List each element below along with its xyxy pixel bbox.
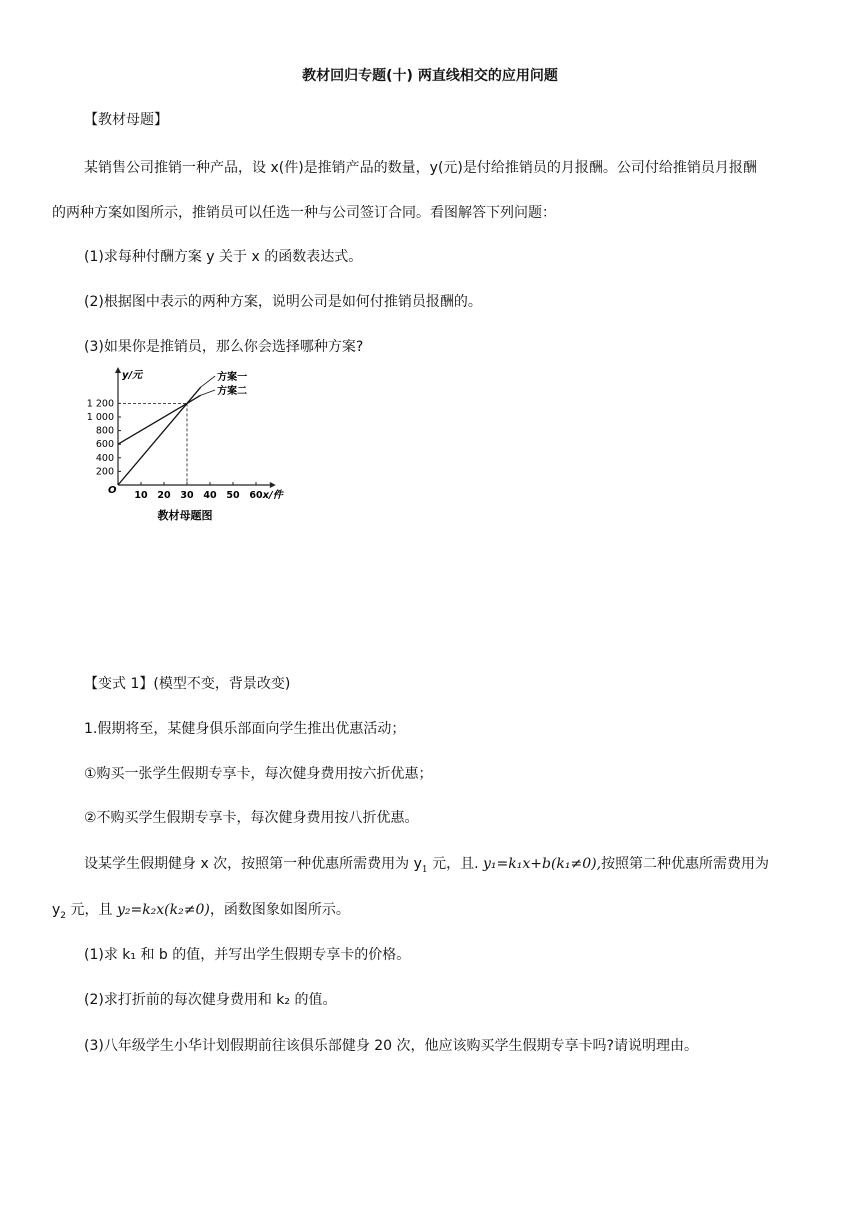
condition-text-e: ，函数图象如图所示。: [209, 902, 350, 918]
y-axis-arrow: [115, 367, 121, 373]
series-label-2: 方案二: [217, 386, 248, 397]
section-heading-textbook-problem: 【教材母题】: [84, 112, 168, 128]
variant-option-2: ②不购买学生假期专享卡，每次健身费用按八折优惠。: [84, 810, 419, 826]
condition-y2-text: y: [52, 902, 61, 918]
condition-text-d: 元，且: [66, 902, 117, 918]
condition-sub-2: 2: [60, 910, 67, 921]
series-leader-1: [201, 376, 215, 387]
formula-y1: y₁=k₁x+b(k₁≠0),: [483, 856, 602, 872]
question-2: (2)根据图中表示的两种方案，说明公司是如何付推销员报酬的。: [84, 294, 482, 310]
problem-paragraph-line2: 的两种方案如图所示，推销员可以任选一种与公司签订合同。看图解答下列问题：: [52, 205, 556, 221]
x-axis-arrow: [270, 482, 276, 488]
x-tick-label: 40: [203, 490, 217, 501]
y-tick-label: 400: [95, 452, 114, 464]
variant-question-1: (1)求 k₁ 和 b 的值，并写出学生假期专享卡的价格。: [84, 947, 411, 963]
question-3: (3)如果你是推销员，那么你会选择哪种方案?: [84, 339, 364, 355]
variant-question-3: (3)八年级学生小华计划假期前往该俱乐部健身 20 次，他应该购买学生假期专享卡吗?请说明理由。: [84, 1038, 698, 1054]
condition-text-a: 设某学生假期健身 x 次，按照第一种优惠所需费用为 y: [84, 856, 422, 872]
series-leader-2: [201, 390, 215, 395]
y-tick-label: 1 200: [86, 398, 114, 410]
chart-caption: 教材母题图: [157, 509, 213, 522]
x-tick-label: 30: [180, 490, 194, 501]
x-tick-label: 20: [157, 490, 171, 501]
page-title: 教材回归专题(十) 两直线相交的应用问题: [302, 68, 558, 84]
series-line-1: [118, 387, 201, 485]
y-tick-label: 600: [95, 439, 114, 451]
formula-y2: y₂=k₂x(k₂≠0): [116, 902, 210, 918]
x-axis-label: x/件: [262, 490, 283, 501]
condition-sub-1: 1: [421, 864, 428, 875]
textbook-chart: [80, 365, 310, 525]
problem-paragraph-line1: 某销售公司推销一种产品，设 x(件)是推销产品的数量，y(元)是付给推销员的月报酬。公司付给推销员月报酬: [84, 160, 757, 176]
condition-text-b: 元，且.: [427, 856, 479, 872]
condition-text-c: 按照第二种优惠所需费用为: [601, 856, 770, 872]
variant-question-2: (2)求打折前的每次健身费用和 k₂ 的值。: [84, 992, 337, 1008]
y-tick-label: 800: [95, 425, 114, 437]
x-tick-label: 60: [249, 490, 263, 501]
x-tick-label: 50: [226, 490, 240, 501]
y-tick-label: 200: [95, 466, 114, 478]
variant-condition-line2: [52, 900, 350, 926]
question-1: (1)求每种付酬方案 y 关于 x 的函数表达式。: [84, 249, 363, 265]
x-tick-label: 10: [134, 490, 148, 501]
series-label-1: 方案一: [217, 372, 248, 383]
variant-option-1: ①购买一张学生假期专享卡，每次健身费用按六折优惠；: [84, 766, 433, 782]
variant-condition-line1: [84, 854, 769, 880]
section-heading-variant-1: 【变式 1】(模型不变，背景改变): [84, 676, 291, 692]
y-tick-label: 1 000: [86, 412, 114, 423]
variant-intro: 1.假期将至，某健身俱乐部面向学生推出优惠活动；: [84, 721, 406, 737]
y-axis-label: y/元: [122, 370, 143, 381]
origin-label: O: [108, 485, 117, 496]
